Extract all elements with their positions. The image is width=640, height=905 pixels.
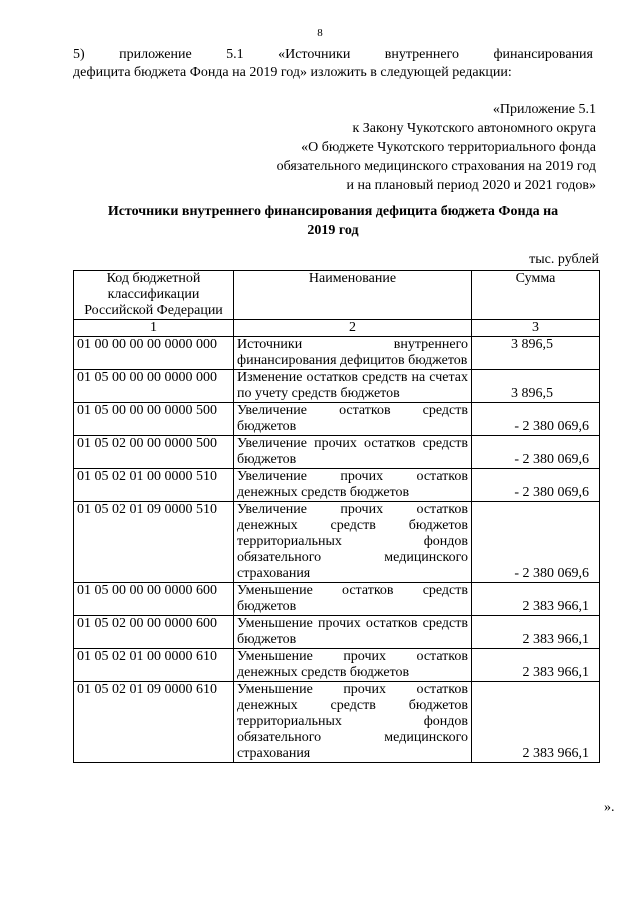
appendix-line: и на плановый период 2020 и 2021 годов» [346, 178, 596, 193]
title-line-1: Источники внутреннего финансирования дефицита бюджета Фонда на [107, 204, 559, 219]
table-header-row [74, 271, 600, 320]
row-sum: - 2 380 069,6 [472, 403, 600, 436]
row-code: 01 05 02 01 00 0000 610 [74, 649, 234, 682]
intro-line-2: дефицита бюджета Фонда на 2019 год» изложить в следующей редакции: [73, 65, 512, 80]
units-label: тыс. рублей [529, 252, 599, 267]
table-row [74, 436, 600, 469]
row-sum: 2 383 966,1 [472, 649, 600, 682]
table-row [74, 469, 600, 502]
column-number: 1 [74, 320, 234, 337]
row-name: Уменьшение прочих остатков денежных средств бюджетов территориальных фондов обязательного медицинского страхования [234, 682, 472, 763]
table-row [74, 337, 600, 370]
column-number: 3 [472, 320, 600, 337]
page-number: 8 [317, 27, 323, 39]
table-row [74, 583, 600, 616]
row-name: Увеличение прочих остатков денежных средств бюджетов [234, 469, 472, 502]
row-sum: 2 383 966,1 [472, 583, 600, 616]
title-line-2: 2019 год [307, 223, 359, 238]
row-name: Увеличение прочих остатков денежных средств бюджетов территориальных фондов обязательного медицинского страхования [234, 502, 472, 583]
row-code: 01 05 02 01 09 0000 610 [74, 682, 234, 763]
table-row [74, 502, 600, 583]
table-row [74, 649, 600, 682]
appendix-line: «О бюджете Чукотского территориального фонда [301, 140, 596, 155]
row-code: 01 05 00 00 00 0000 600 [74, 583, 234, 616]
row-name: Уменьшение прочих остатков средств бюджетов [234, 616, 472, 649]
document-title [73, 202, 593, 240]
appendix-line: «Приложение 5.1 [492, 102, 596, 117]
row-name: Увеличение прочих остатков средств бюджетов [234, 436, 472, 469]
column-number-row [74, 320, 600, 337]
financing-table [73, 270, 600, 763]
row-code: 01 05 02 01 00 0000 510 [74, 469, 234, 502]
row-sum: 2 383 966,1 [472, 682, 600, 763]
row-name: Изменение остатков средств на счетах по учету средств бюджетов [234, 370, 472, 403]
header-code: Код бюджетной классификации Российской Федерации [74, 271, 234, 320]
appendix-line: к Закону Чукотского автономного округа [352, 121, 596, 136]
table-row [74, 616, 600, 649]
row-code: 01 00 00 00 00 0000 000 [74, 337, 234, 370]
header-name: Наименование [234, 271, 472, 320]
column-number: 2 [234, 320, 472, 337]
table-row [74, 370, 600, 403]
intro-paragraph [73, 46, 593, 82]
row-name: Источники внутреннего финансирования дефицитов бюджетов [234, 337, 472, 370]
row-code: 01 05 02 01 09 0000 510 [74, 502, 234, 583]
row-code: 01 05 00 00 00 0000 500 [74, 403, 234, 436]
header-sum: Сумма [472, 271, 600, 320]
row-sum: - 2 380 069,6 [472, 436, 600, 469]
table-row [74, 682, 600, 763]
appendix-header [176, 100, 596, 195]
appendix-line: обязательного медицинского страхования на 2019 год [276, 159, 596, 174]
row-sum: - 2 380 069,6 [472, 502, 600, 583]
row-code: 01 05 02 00 00 0000 500 [74, 436, 234, 469]
row-sum: - 2 380 069,6 [472, 469, 600, 502]
row-code: 01 05 02 00 00 0000 600 [74, 616, 234, 649]
table-row [74, 403, 600, 436]
row-sum: 3 896,5 [472, 337, 600, 370]
row-name: Уменьшение прочих остатков денежных средств бюджетов [234, 649, 472, 682]
row-code: 01 05 00 00 00 0000 000 [74, 370, 234, 403]
closing-quote: ». [604, 800, 615, 815]
row-sum: 3 896,5 [472, 370, 600, 403]
intro-line-1: 5) приложение 5.1 «Источники внутреннего финансирования [73, 47, 593, 62]
row-sum: 2 383 966,1 [472, 616, 600, 649]
row-name: Увеличение остатков средств бюджетов [234, 403, 472, 436]
row-name: Уменьшение остатков средств бюджетов [234, 583, 472, 616]
